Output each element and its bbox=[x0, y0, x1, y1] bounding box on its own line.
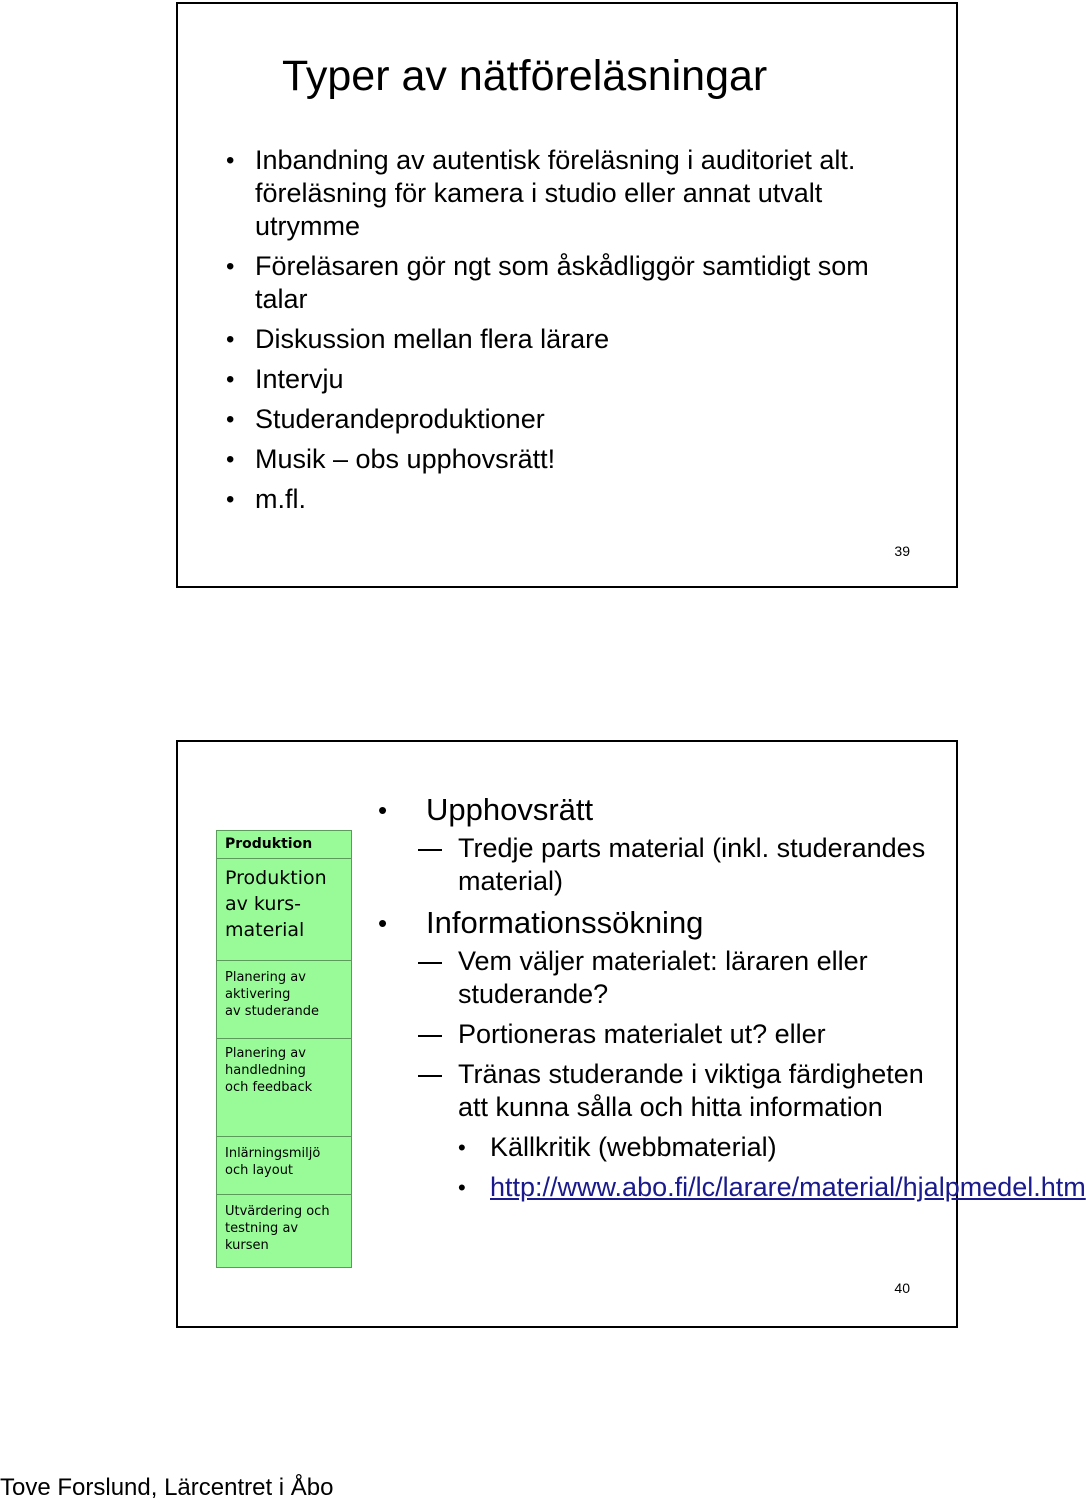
bullet-upphovsratt: • Upphovsrätt bbox=[378, 792, 938, 828]
dash-item: Portioneras materialet ut? eller bbox=[378, 1018, 938, 1051]
dash-item: Tränas studerande i viktiga färdigheten att kunna sålla och hitta information bbox=[378, 1058, 938, 1124]
sidebar-item-produktion bbox=[217, 859, 351, 961]
sidebar-header: Produktion bbox=[217, 831, 351, 859]
hjalpmedel-link[interactable]: http://www.abo.fi/lc/larare/material/hjalpmedel.htm bbox=[490, 1172, 1086, 1202]
sub-bullet-item bbox=[378, 1171, 1086, 1204]
sidebar-line: Planering av bbox=[225, 1046, 306, 1061]
bullet-item: • Föreläsaren gör ngt som åskådliggör samtidigt som talar bbox=[226, 250, 926, 316]
sidebar-line: kursen bbox=[225, 1238, 269, 1253]
sidebar-line: Utvärdering och bbox=[225, 1204, 330, 1219]
sidebar-line: av studerande bbox=[225, 1004, 319, 1019]
slide-content bbox=[378, 792, 1086, 1211]
bullet-informationssokning: • Informationssökning bbox=[378, 905, 938, 941]
bullet-item: • Studerandeproduktioner bbox=[226, 403, 926, 436]
sidebar-line: Produktion bbox=[225, 867, 327, 889]
bullet-list bbox=[226, 144, 926, 523]
page-footer: Tove Forslund, Lärcentret i Åbo bbox=[0, 1474, 334, 1501]
slide-title: Typer av nätföreläsningar bbox=[282, 52, 768, 100]
slide-39 bbox=[176, 2, 958, 588]
sidebar-line: och feedback bbox=[225, 1080, 313, 1095]
sidebar-line: testning av bbox=[225, 1221, 299, 1236]
sidebar-line: Planering av bbox=[225, 970, 306, 985]
slide-40 bbox=[176, 740, 1086, 1328]
sidebar-line: aktivering bbox=[225, 987, 291, 1002]
sidebar-item-inlarningsmiljo bbox=[217, 1137, 351, 1195]
sidebar-line: material bbox=[225, 919, 305, 941]
slide-number: 40 bbox=[894, 1280, 910, 1296]
sub-bullet-item: • Källkritik (webbmaterial) bbox=[378, 1131, 938, 1164]
sidebar-item-planering-aktivering bbox=[217, 961, 351, 1039]
bullet-item: • Diskussion mellan flera lärare bbox=[226, 323, 926, 356]
sidebar-line: Inlärningsmiljö bbox=[225, 1146, 321, 1161]
production-sidebar bbox=[216, 830, 352, 1268]
dash-item: Vem väljer materialet: läraren eller studerande? bbox=[378, 945, 938, 1011]
sidebar-line: och layout bbox=[225, 1163, 294, 1178]
sidebar-line: av kurs- bbox=[225, 893, 301, 915]
sidebar-line: handledning bbox=[225, 1063, 306, 1078]
bullet-item: • Musik – obs upphovsrätt! bbox=[226, 443, 926, 476]
bullet-item: • Inbandning av autentisk föreläsning i auditoriet alt. föreläsning för kamera i studio eller annat utvalt utrymme bbox=[226, 144, 926, 243]
slide-number: 39 bbox=[894, 543, 910, 559]
bullet-item: • m.fl. bbox=[226, 483, 926, 516]
bullet-item: • Intervju bbox=[226, 363, 926, 396]
dash-item: Tredje parts material (inkl. studerandes material) bbox=[378, 832, 938, 898]
sidebar-item-planering-handledning bbox=[217, 1039, 351, 1137]
sidebar-item-utvardering bbox=[217, 1195, 351, 1267]
